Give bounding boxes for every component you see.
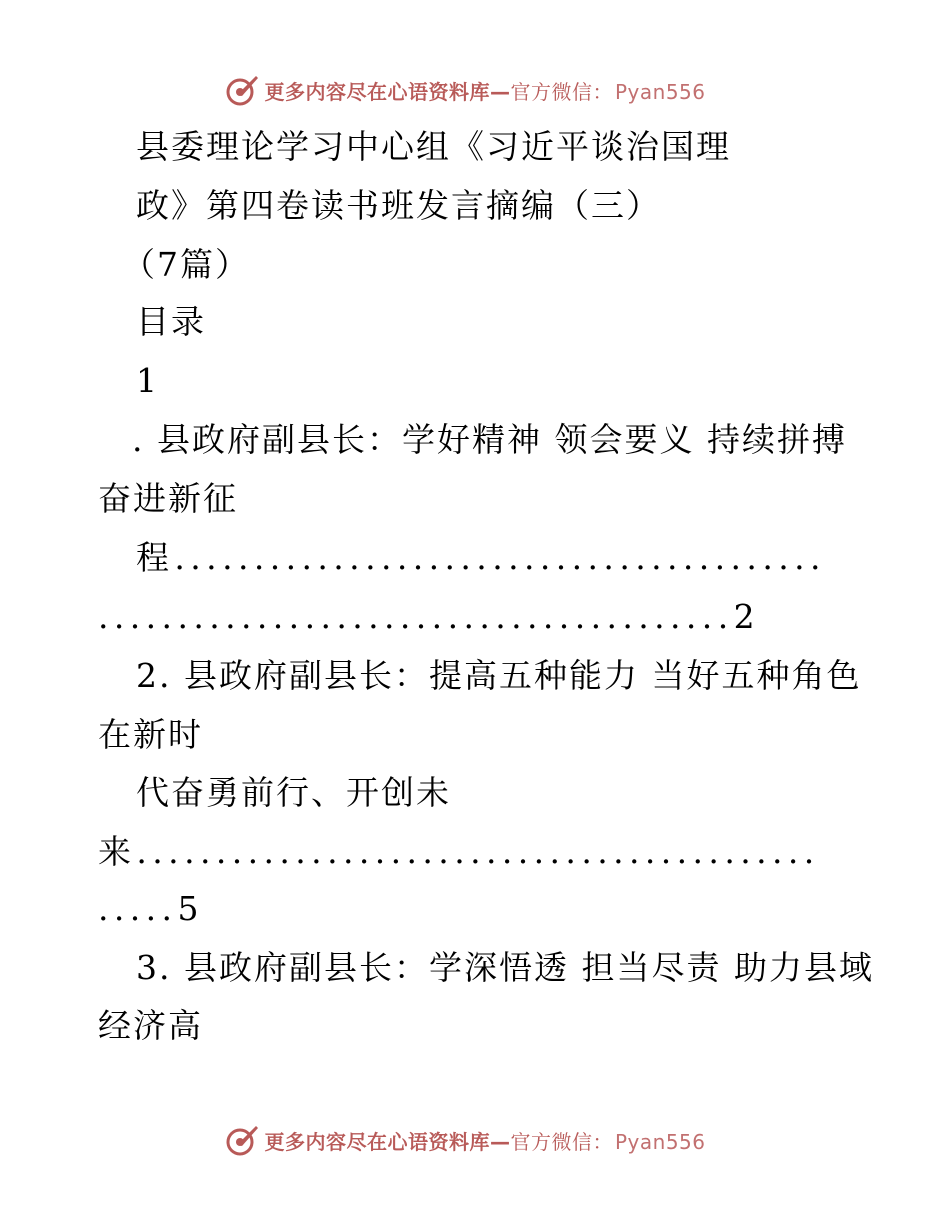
doc-article-count: （7篇） <box>122 245 250 284</box>
watermark-wechat-id: Pyan556 <box>614 79 706 104</box>
watermark-text <box>264 76 705 105</box>
toc-item-2-line-2: 在新时 <box>98 715 203 754</box>
toc-item-3-line-2: 经济高 <box>98 1006 203 1045</box>
toc-number: 1 <box>136 361 159 400</box>
watermark-wechat-id: Pyan556 <box>614 1129 706 1154</box>
toc-item-1-line-1: . 县政府副县长：学好精神 领会要义 持续拼搏 <box>132 420 847 459</box>
toc-item-2-line-4: 来........................................... <box>98 832 820 871</box>
watermark-dash: — <box>489 79 511 104</box>
watermark-wechat-label: 官方微信： <box>510 79 613 104</box>
toc-item-2-line-3: 代奋勇前行、开创未 <box>136 773 451 812</box>
doc-title-line-1: 县委理论学习中心组《习近平谈治国理 <box>136 127 731 166</box>
quill-logo-icon <box>224 72 260 108</box>
watermark-banner-bottom <box>0 1118 950 1162</box>
doc-title-line-2: 政》第四卷读书班发言摘编（三） <box>136 186 661 225</box>
toc-item-1-line-4: ........................................2 <box>98 597 760 636</box>
quill-logo-icon <box>224 1122 260 1158</box>
toc-item-1-line-2: 奋进新征 <box>98 479 238 518</box>
toc-item-1-line-3: 程......................................... <box>136 538 826 577</box>
watermark-wechat-label: 官方微信： <box>510 1129 613 1154</box>
toc-item-2-line-1: 2. 县政府副县长：提高五种能力 当好五种角色 <box>136 656 862 695</box>
watermark-dash: — <box>489 1129 511 1154</box>
toc-item-3-line-1: 3. 县政府副县长：学深悟透 担当尽责 助力县域 <box>136 948 874 987</box>
watermark-brand: 更多内容尽在心语资料库 <box>264 79 490 104</box>
toc-heading: 目录 <box>136 302 206 341</box>
watermark-banner-top <box>0 68 950 112</box>
toc-item-2-line-5: .....5 <box>98 889 204 928</box>
watermark-text <box>264 1126 705 1155</box>
watermark-brand: 更多内容尽在心语资料库 <box>264 1129 490 1154</box>
